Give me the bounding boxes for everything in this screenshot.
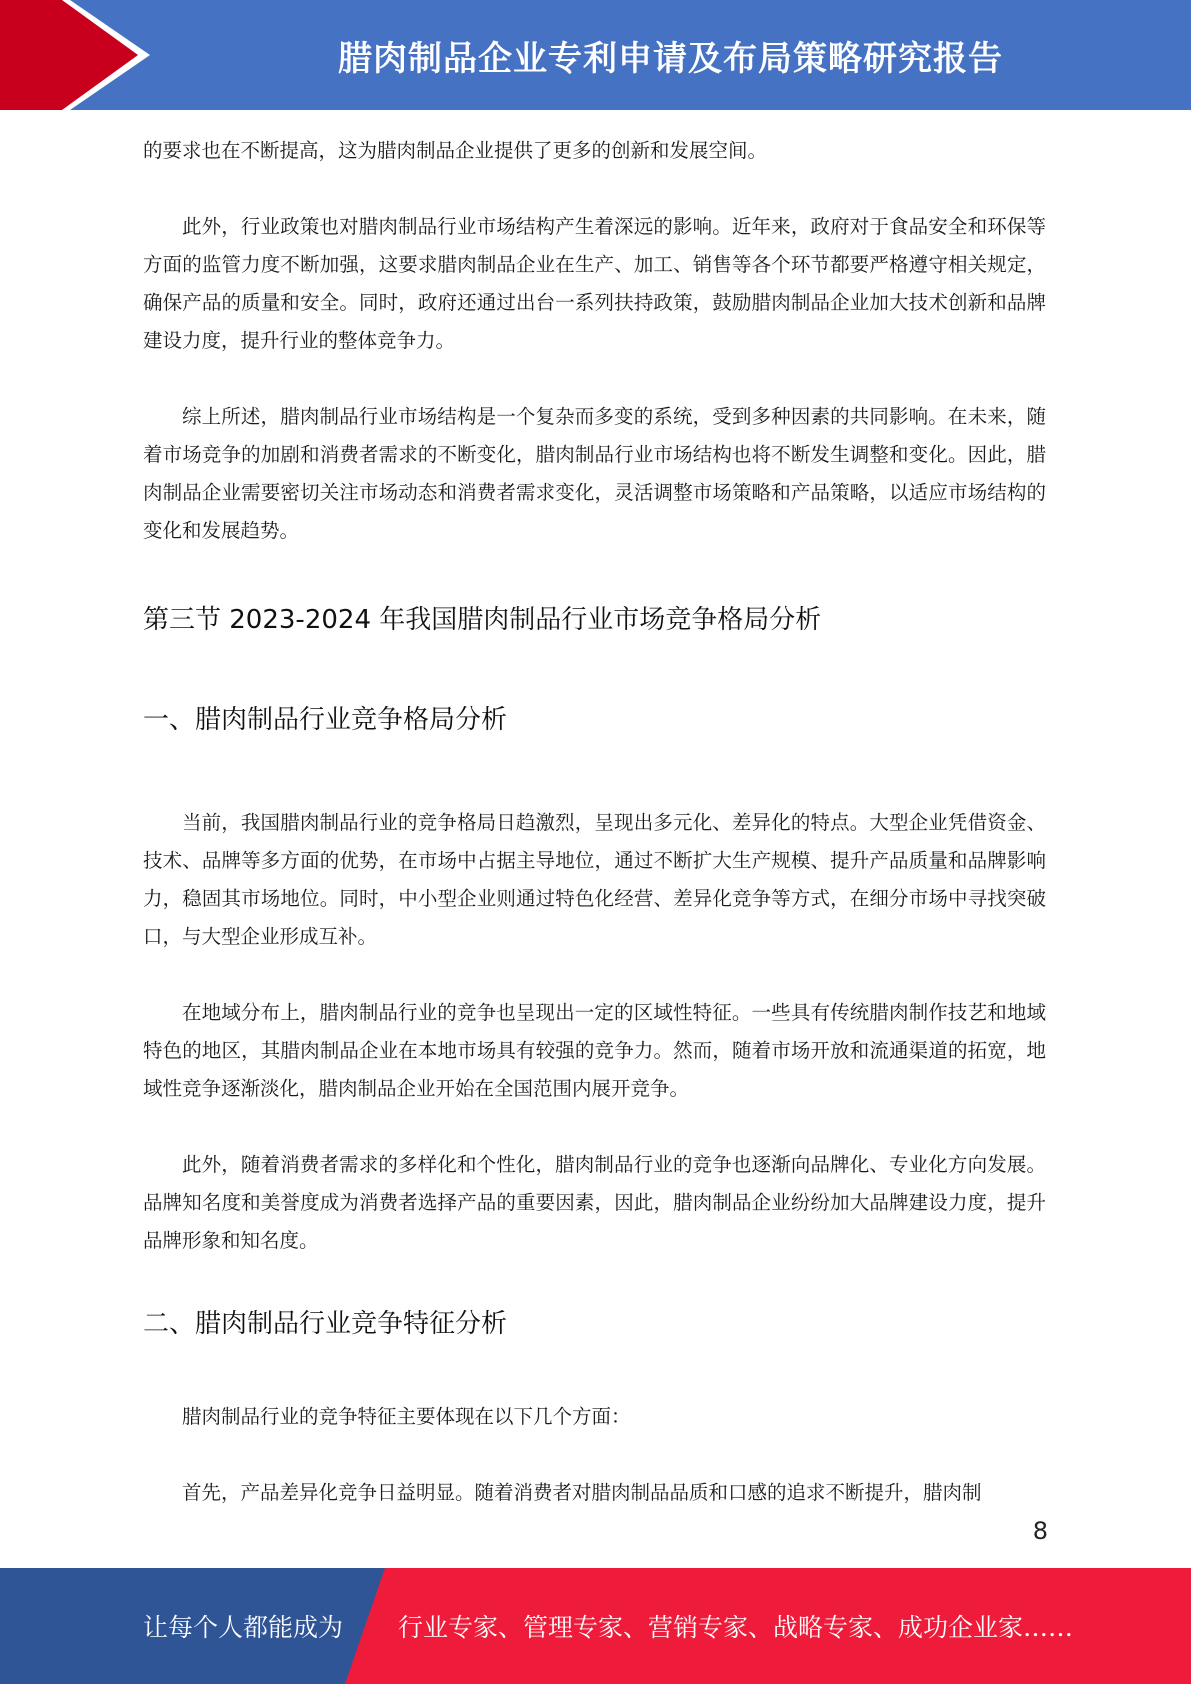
paragraph: 在地域分布上，腊肉制品行业的竞争也呈现出一定的区域性特征。一些具有传统腊肉制作技艺和地域特色的地区，其腊肉制品企业在本地市场具有较强的竞争力。然而，随着市场开放和流通渠道的拓宽，地域性竞争逐渐淡化，腊肉制品企业开始在全国范围内展开竞争。: [143, 1001, 1046, 1100]
report-title: 腊肉制品企业专利申请及布局策略研究报告: [338, 38, 1003, 79]
section-heading: 第三节 2023-2024 年我国腊肉制品行业市场竞争格局分析: [143, 605, 822, 635]
paragraph: 当前，我国腊肉制品行业的竞争格局日趋激烈，呈现出多元化、差异化的特点。大型企业凭借资金、技术、品牌等多方面的优势，在市场中占据主导地位，通过不断扩大生产规模、提升产品质量和品牌影响力，稳固其市场地位。同时，中小型企业则通过特色化经营、差异化竞争等方式，在细分市场中寻找突破口，与大型企业形成互补。: [143, 811, 1046, 948]
footer-slogan-right: 行业专家、管理专家、营销专家、战略专家、成功企业家……: [398, 1613, 1074, 1642]
subsection-heading: 一、腊肉制品行业竞争格局分析: [143, 705, 508, 735]
paragraph: 首先，产品差异化竞争日益明显。随着消费者对腊肉制品品质和口感的追求不断提升，腊肉制: [182, 1481, 982, 1504]
footer-slogan-left: 让每个人都能成为: [143, 1613, 344, 1642]
chevron-arrow-icon: [0, 0, 160, 110]
subsection-heading: 二、腊肉制品行业竞争特征分析: [143, 1309, 508, 1339]
page-header: [0, 0, 1191, 110]
page-footer: [0, 1568, 1191, 1684]
paragraph: 的要求也在不断提高，这为腊肉制品企业提供了更多的创新和发展空间。: [143, 139, 768, 162]
paragraph: 综上所述，腊肉制品行业市场结构是一个复杂而多变的系统，受到多种因素的共同影响。在未来，随着市场竞争的加剧和消费者需求的不断变化，腊肉制品行业市场结构也将不断发生调整和变化。因此，腊肉制品企业需要密切关注市场动态和消费者需求变化，灵活调整市场策略和产品策略，以适应市场结构的变化和发展趋势。: [143, 405, 1046, 542]
document-body: [143, 132, 1046, 1512]
paragraph: 腊肉制品行业的竞争特征主要体现在以下几个方面：: [182, 1405, 631, 1428]
paragraph: 此外，行业政策也对腊肉制品行业市场结构产生着深远的影响。近年来，政府对于食品安全和环保等方面的监管力度不断加强，这要求腊肉制品企业在生产、加工、销售等各个环节都要严格遵守相关规定，确保产品的质量和安全。同时，政府还通过出台一系列扶持政策，鼓励腊肉制品企业加大技术创新和品牌建设力度，提升行业的整体竞争力。: [143, 215, 1046, 352]
paragraph: 此外，随着消费者需求的多样化和个性化，腊肉制品行业的竞争也逐渐向品牌化、专业化方向发展。品牌知名度和美誉度成为消费者选择产品的重要因素，因此，腊肉制品企业纷纷加大品牌建设力度，提升品牌形象和知名度。: [143, 1153, 1046, 1252]
page-number: 8: [1032, 1517, 1048, 1545]
